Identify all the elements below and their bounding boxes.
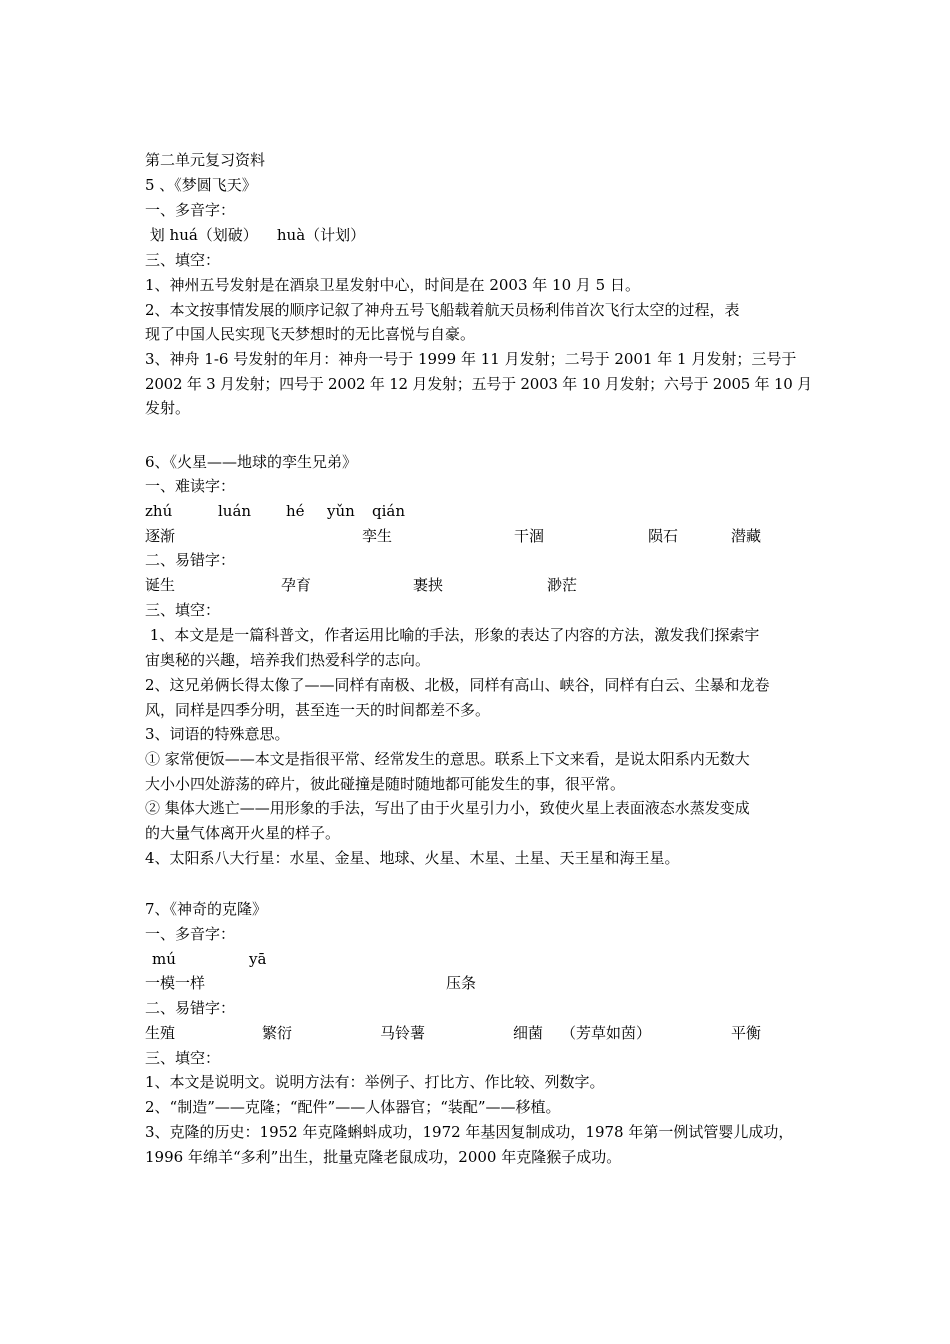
lesson6-pinyin-1: zhú: [145, 502, 173, 520]
lesson5-item-1: 1、神州五号发射是在酒泉卫星发射中心，时间是在 2003 年 10 月 5 日。: [145, 276, 640, 294]
lesson5-polyphonic-line: 划 huá（划破） huà（计划）: [145, 226, 366, 244]
lesson7-section-polyphonic: 一、多音字：: [145, 925, 236, 943]
lesson6-pinyin-3: hé: [286, 502, 305, 520]
lesson5-item-3-line3: 发射。: [145, 399, 191, 417]
lesson7-errword-5: （芳草如茵）: [561, 1024, 652, 1042]
lesson6-item-1-line2: 宙奥秘的兴趣，培养我们热爱科学的志向。: [145, 651, 431, 669]
lesson5-item-2-line1: 2、本文按事情发展的顺序记叙了神舟五号飞船载着航天员杨利伟首次飞行太空的过程，表: [145, 301, 740, 319]
lesson6-item-2-line1: 2、这兄弟俩长得太像了——同样有南极、北极，同样有高山、峡谷，同样有白云、尘暴和龙卷: [145, 676, 770, 694]
lesson6-item-3: 3、词语的特殊意思。: [145, 725, 290, 743]
lesson7-heading: 7、《神奇的克隆》: [145, 900, 268, 918]
lesson6-section-error-chars: 二、易错字：: [145, 551, 236, 569]
lesson7-item-1: 1、本文是说明文。说明方法有：举例子、打比方、作比较、列数字。: [145, 1073, 605, 1091]
lesson7-errword-4: 细菌: [513, 1024, 544, 1042]
lesson7-item-3-line1: 3、克隆的历史：1952 年克隆蝌蚪成功，1972 年基因复制成功，1978 年第一例试管婴儿成功，: [145, 1123, 794, 1141]
lesson6-word-3: 干涸: [514, 527, 545, 545]
lesson5-item-3-line1: 3、神舟 1-6 号发射的年月：神舟一号于 1999 年 11 月发射；二号于 2001 年 1 月发射；三号于: [145, 350, 797, 368]
lesson7-item-3-line2: 1996 年绵羊“多利”出生，批量克隆老鼠成功，2000 年克隆猴子成功。: [145, 1148, 622, 1166]
lesson7-errword-3: 马铃薯: [380, 1024, 426, 1042]
lesson6-item-4: 4、太阳系八大行星：水星、金星、地球、火星、木星、土星、天王星和海王星。: [145, 849, 680, 867]
lesson7-errword-1: 生殖: [145, 1024, 176, 1042]
lesson6-word-4: 陨石: [648, 527, 679, 545]
lesson6-errword-4: 渺茫: [547, 576, 578, 594]
lesson7-item-2: 2、“制造”——克隆；“配件”——人体器官；“装配”——移植。: [145, 1098, 561, 1116]
document-title: 第二单元复习资料: [145, 151, 266, 169]
lesson7-word-2: 压条: [446, 974, 477, 992]
lesson7-section-fill: 三、填空：: [145, 1049, 221, 1067]
lesson7-section-error-chars: 二、易错字：: [145, 999, 236, 1017]
lesson5-section-fill: 三、填空：: [145, 251, 221, 269]
lesson6-errword-3: 裹挟: [413, 576, 444, 594]
lesson6-item-2-line2: 风，同样是四季分明，甚至连一天的时间都差不多。: [145, 701, 491, 719]
lesson6-heading: 6、《火星——地球的孪生兄弟》: [145, 453, 358, 471]
lesson5-heading: 5 、《梦圆飞天》: [145, 176, 257, 194]
lesson6-word-2: 孪生: [362, 527, 393, 545]
lesson5-item-3-line2: 2002 年 3 月发射；四号于 2002 年 12 月发射；五号于 2003 年 10 月发射；六号于 2005 年 10 月: [145, 375, 812, 393]
lesson7-pinyin-1: mú: [152, 950, 176, 968]
lesson6-pinyin-5: qián: [372, 502, 406, 520]
lesson6-errword-2: 孕育: [281, 576, 312, 594]
lesson6-word-5: 潜藏: [731, 527, 762, 545]
lesson6-errword-1: 诞生: [145, 576, 176, 594]
lesson6-pinyin-2: luán: [218, 502, 252, 520]
lesson6-item-3-meaning-1-line1: ① 家常便饭——本文是指很平常、经常发生的意思。联系上下文来看，是说太阳系内无数大: [145, 750, 750, 768]
lesson6-item-1-line1: 1、本文是是一篇科普文，作者运用比喻的手法，形象的表达了内容的方法，激发我们探索宇: [145, 626, 760, 644]
lesson6-item-3-meaning-1-line2: 大小小四处游荡的碎片，彼此碰撞是随时随地都可能发生的事，很平常。: [145, 775, 626, 793]
lesson7-errword-6: 平衡: [731, 1024, 762, 1042]
lesson6-section-hard-chars: 一、难读字：: [145, 477, 236, 495]
lesson7-errword-2: 繁衍: [262, 1024, 293, 1042]
lesson5-section-polyphonic: 一、多音字：: [145, 201, 236, 219]
lesson6-pinyin-4: yǔn: [327, 502, 355, 520]
lesson6-item-3-meaning-2-line2: 的大量气体离开火星的样子。: [145, 824, 341, 842]
lesson6-word-1: 逐渐: [145, 527, 176, 545]
lesson6-section-fill: 三、填空：: [145, 601, 221, 619]
lesson7-word-1: 一模一样: [145, 974, 206, 992]
lesson6-item-3-meaning-2-line1: ② 集体大逃亡——用形象的手法，写出了由于火星引力小，致使火星上表面液态水蒸发变成: [145, 799, 750, 817]
lesson5-item-2-line2: 现了中国人民实现飞天梦想时的无比喜悦与自豪。: [145, 325, 476, 343]
lesson7-pinyin-2: yā: [249, 950, 267, 968]
